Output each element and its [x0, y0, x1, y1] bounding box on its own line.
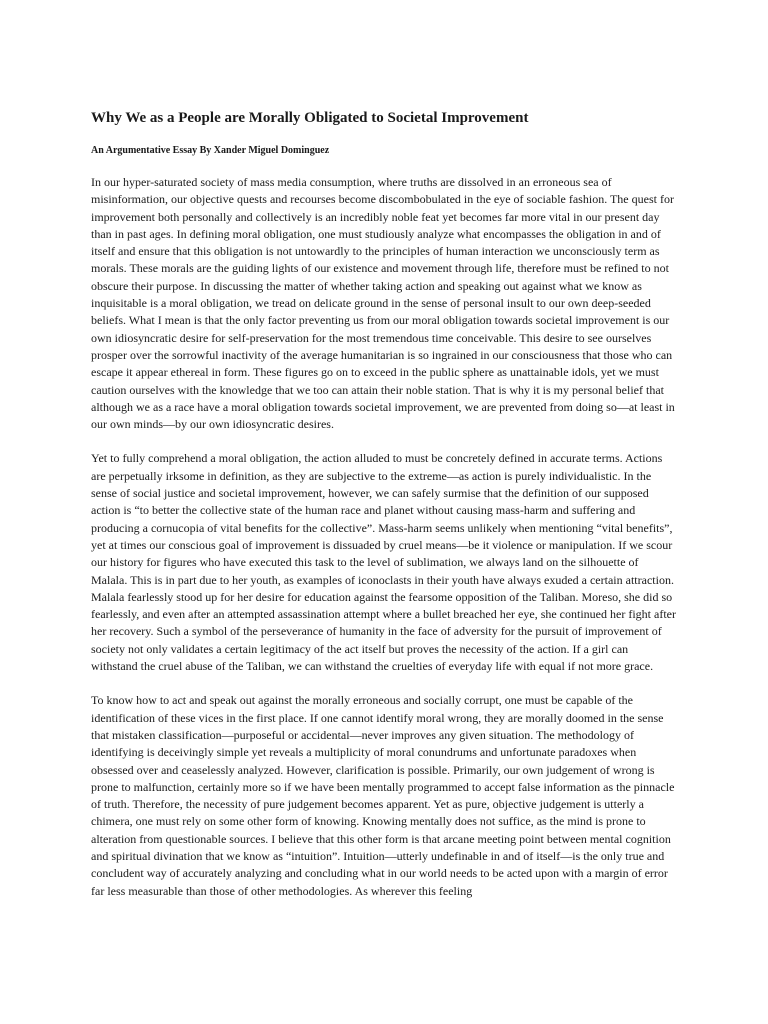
- paragraph-1: In our hyper-saturated society of mass media consumption, where truths are dissolved in an erroneous sea of misinformation, our objective quests and recourses become discombobulated in the eye of sociable fashion. The quest for improvement both personally and collectively is an incredibly noble feat yet becomes far more vital in our present day than in past ages. In defining moral obligation, one must studiously analyze what encompasses the obligation in and of itself and ensure that this obligation is not untowardly to the principles of human interaction we unconsciously term as morals. These morals are the guiding lights of our existence and movement through life, therefore must be refined to not obscure their purpose. In discussing the matter of whether taking action and speaking out against what we know as inquisitable is a moral obligation, we tread on delicate ground in the sense of personal insult to our own deep-seeded beliefs. What I mean is that the only factor preventing us from our moral obligation towards societal improvement is our own idiosyncratic desire for self-preservation for the most tremendous time conceivable. This desire to see ourselves prosper over the sorrowful inactivity of the average humanitarian is so ingrained in our consciousness that those who can escape it appear ethereal in form. These figures go on to exceed in the public sphere as unattainable idols, yet we must caution ourselves with the knowledge that we too can attain their noble station. That is why it is my personal belief that although we as a race have a moral obligation towards societal improvement, we are prevented from doing so—at least in our own minds—by our own idiosyncratic desires.: [91, 175, 675, 432]
- paragraph-3: To know how to act and speak out against the morally erroneous and socially corrupt, one must be capable of the identification of these vices in the first place. If one cannot identify moral wrong, they are morally doomed in the sense that mistaken classification—purposeful or accidental—never improves any given situation. The methodology of identifying is deceivingly simple yet reveals a multiplicity of moral conundrums and unfortunate paradoxes when obsessed over and ceaselessly analyzed. However, clarification is possible. Primarily, our own judgement of wrong is prone to malfunction, certainly more so if we have been mentally programmed to accept false information as the pinnacle of truth. Therefore, the necessity of pure judgement becomes apparent. Yet as pure, objective judgement is utterly a chimera, one must rely on some other form of knowing. Knowing mentally does not suffice, as the mind is prone to alteration from questionable sources. I believe that this other form is that arcane meeting point between mental cognition and spiritual divination that we know as “intuition”. Intuition—utterly undefinable in and of itself—is the only true and concludent way of accurately analyzing and concluding what in our world needs to be acted upon with a margin of error far less measurable than those of other methodologies. As wherever this feeling: [91, 693, 675, 898]
- essay-title: Why We as a People are Morally Obligated to Societal Improvement: [91, 110, 529, 126]
- document-page: [91, 108, 677, 917]
- essay-byline: An Argumentative Essay By Xander Miguel Dominguez: [91, 145, 330, 156]
- paragraph-2: Yet to fully comprehend a moral obligation, the action alluded to must be concretely defined in accurate terms. Actions are perpetually irksome in definition, as they are subjective to the extreme—as action is purely individualistic. In the sense of social justice and societal improvement, however, we can safely surmise that the definition of our supposed action is “to better the collective state of the human race and planet without causing mass-harm and suffering and producing a cornucopia of vital benefits for the collective”. Mass-harm seems unlikely when mentioning “vital benefits”, yet at times our conscious goal of improvement is dissuaded by cruel means—be it violence or manipulation. If we scour our history for figures who have executed this task to the level of sublimation, we always land on the silhouette of Malala. This is in part due to her youth, as examples of iconoclasts in their youth have always exuded a certain attraction. Malala fearlessly stood up for her desire for education against the fearsome opposition of the Taliban. Moreso, she did so fearlessly, and even after an attempted assassination attempt where a bullet breached her eye, she continued her fight after her recovery. Such a symbol of the perseverance of humanity in the face of adversity for the pursuit of improvement of society not only validates a certain legitimacy of the act itself but proves the necessity of the action. If a girl can withstand the cruel abuse of the Taliban, we can withstand the cruelties of everyday life with equal if not more grace.: [91, 451, 676, 674]
